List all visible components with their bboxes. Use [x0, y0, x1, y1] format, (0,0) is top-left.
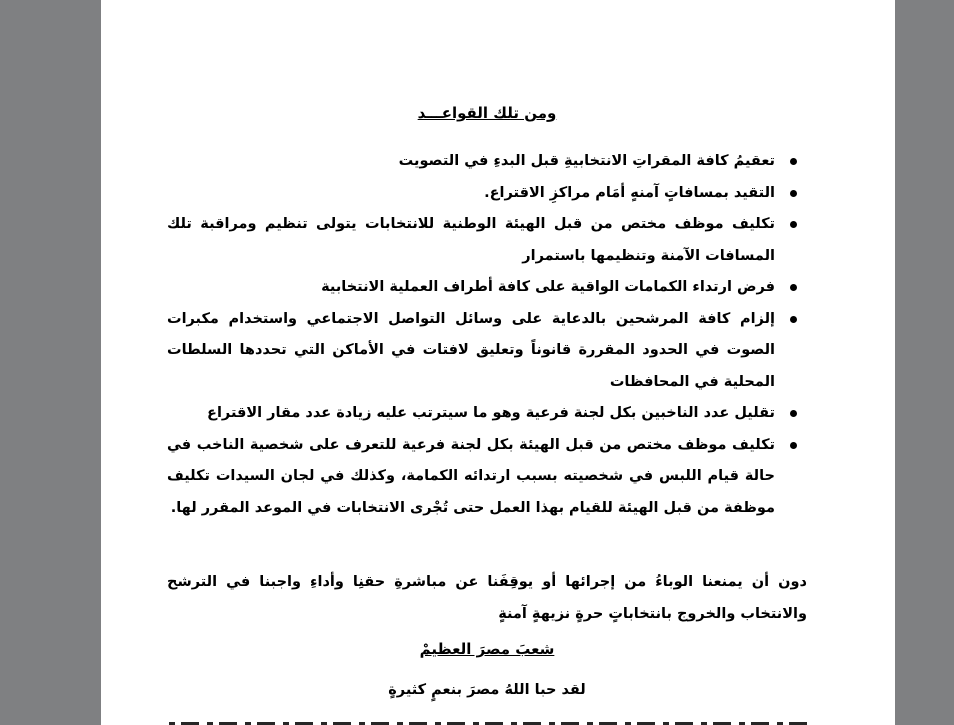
closing-paragraph: دون أن يمنعنا الوباءُ من إجرائها أو يوقِفَنا عن مباشرةِ حقنِا وأداءِ واجبنا في الترشح والانتخاب والخروج بانتخاباتٍ حرةٍ نزيهةٍ آمنةٍ	[167, 574, 807, 622]
rules-list	[167, 146, 807, 524]
list-item: فرض ارتداء الكمامات الواقية على كافة أطراف العملية الانتخابية	[167, 272, 775, 304]
document-page	[101, 0, 895, 725]
final-line: لقد حبا اللهُ مصرَ بنعمٍ كثيرةٍ	[388, 682, 586, 698]
list-item: تكليف موظف مختص من قبل الهيئة بكل لجنة فرعية للتعرف على شخصية الناخب في حالة قيام اللبس في شخصيته بسبب ارتدائه الكمامة، وكذلك في لجان السيدات تكليف موظفة من قبل الهيئة للقيام بهذا العمل حتى تُجْرى الانتخابات في الموعد المقرر لها.	[167, 430, 775, 525]
slogan-heading: شعبَ مصرَ العظيمْ	[419, 640, 555, 658]
section-title: ومن تلك القواعـــد	[417, 104, 557, 122]
viewer-background	[895, 0, 954, 725]
list-item: إلزام كافة المرشحين بالدعاية على وسائل التواصل الاجتماعي واستخدام مكبرات الصوت في الحدود المقررة قانوناً وتعليق لافتات في الأماكن التي تحددها السلطات المحلية في المحافظات	[167, 304, 775, 399]
cut-off-text-line	[167, 716, 807, 725]
list-item: تكليف موظف مختص من قبل الهيئة الوطنية للانتخابات يتولى تنظيم ومراقبة تلك المسافات الآمنة وتنظيمها باستمرار	[167, 209, 775, 272]
list-item: التقيد بمسافاتٍ آمنهٍ أمَام مراكزِ الاقتراع.	[167, 178, 775, 210]
list-item: تقليل عدد الناخبين بكل لجنة فرعية وهو ما سيترتب عليه زيادة عدد مقار الاقتراع	[167, 398, 775, 430]
list-item: تعقيمُ كافة المقراتِ الانتخابيةِ قبل البدءِ في التصويت	[167, 146, 775, 178]
